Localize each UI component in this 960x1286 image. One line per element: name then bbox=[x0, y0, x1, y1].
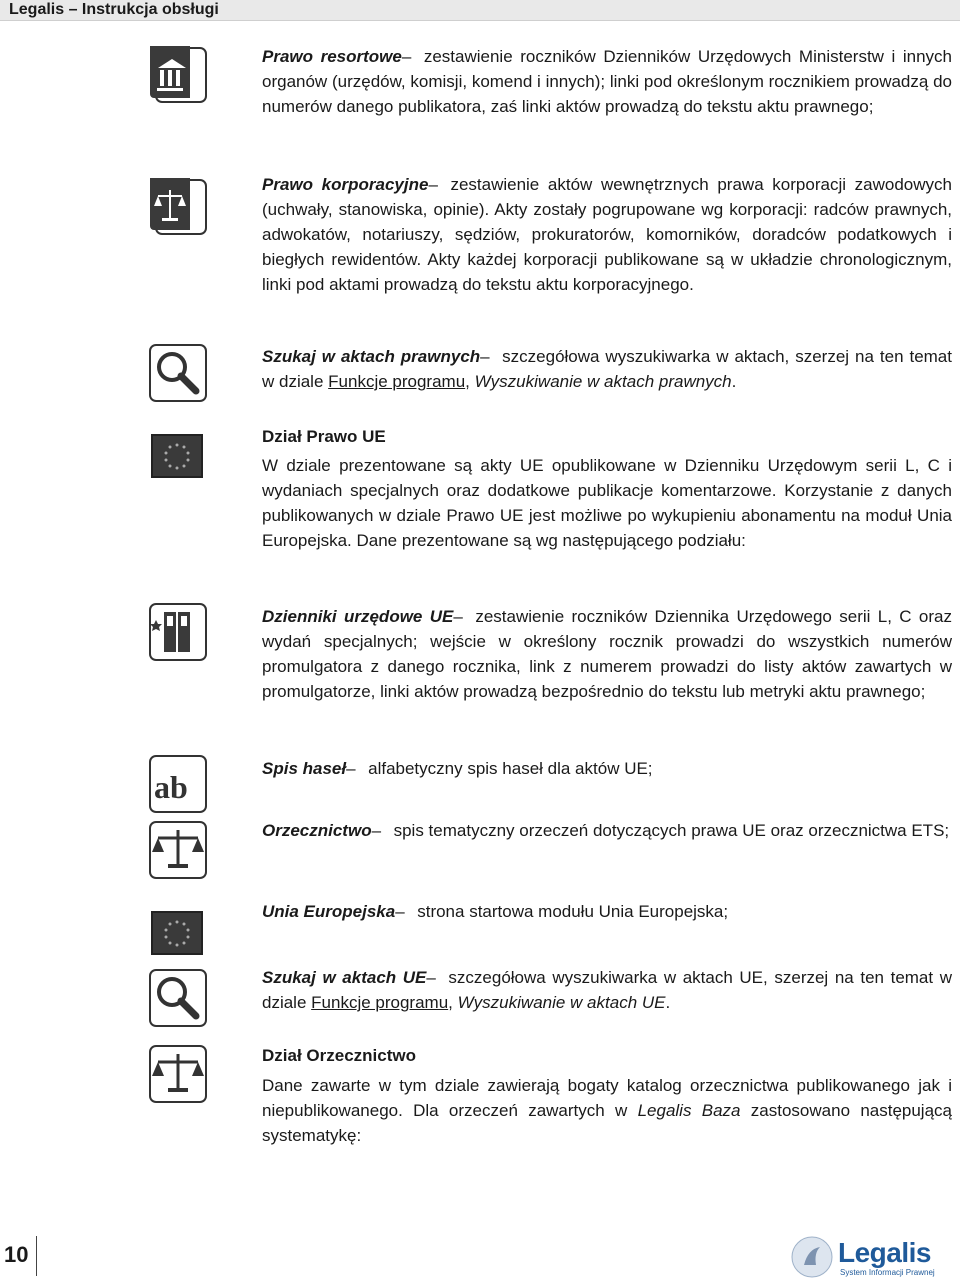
dzial-prawo-ue-heading: Dział Prawo UE bbox=[262, 427, 386, 446]
legalis-logo bbox=[790, 1233, 955, 1281]
orzecznictwo-para: Orzecznictwo– spis tematyczny orzeczeń dotyczących prawa UE oraz orzecznictwa ETS; bbox=[262, 821, 950, 840]
comma: , bbox=[465, 372, 470, 391]
magnifier-icon[interactable] bbox=[146, 966, 212, 1032]
period-ue: . bbox=[665, 993, 671, 1012]
szukaj-aktach-ue-text: szczegółowa wyszukiwarka w aktach UE, szerzej na ten temat w dziale bbox=[262, 968, 952, 1012]
szukaj-aktach-prawnych-para: Szukaj w aktach prawnych– szczegółowa wyszukiwarka w aktach, szerzej na ten temat w dziale Funkcje programu, Wyszukiwanie w aktach prawnych. bbox=[262, 347, 952, 391]
dzial-orzecznictwo-heading: Dział Orzecznictwo bbox=[262, 1046, 416, 1065]
magnifier-icon[interactable] bbox=[146, 341, 212, 407]
legalis-emblem-icon bbox=[790, 1235, 834, 1279]
prawo-korporacyjne-lead[interactable]: Prawo korporacyjne bbox=[262, 175, 429, 194]
szukaj-aktach-ue-para: Szukaj w aktach UE– szczegółowa wyszukiwarka w aktach UE, szerzej na ten temat w dziale Funkcje programu, Wyszukiwanie w aktach UE. bbox=[262, 968, 952, 1012]
page-number: 10 bbox=[4, 1242, 29, 1267]
orzecznictwo-text: spis tematyczny orzeczeń dotyczących prawa UE oraz orzecznictwa ETS; bbox=[393, 821, 950, 840]
prawo-resortowe-para: Prawo resortowe– zestawienie roczników Dzienników Urzędowych Ministerstw i innych organów (urzędów, komisji, komend i innych); linki pod określonym rocznikiem prowadzą do numerów danego publikatora, zaś linki aktów prowadzą do tekstu aktu prawnego; bbox=[262, 47, 952, 116]
funkcje-programu-link-ue[interactable]: Funkcje programu bbox=[311, 993, 449, 1012]
page-header bbox=[0, 0, 960, 20]
prawo-korporacyjne-text: zestawienie aktów wewnętrznych prawa korporacji zawodowych (uchwały, stanowiska, opinie). Akty zostały pogrupowane wg korporacji: radców prawnych, adwokatów, notariuszy, sędziów, prokuratorów, komorników, doradców podatkowych i biegłych rewidentów. Akty każdej korporacji publikowane są w układzie chronologicznym, linki pod aktami prowadzą do tekstu aktu korporacyjnego. bbox=[262, 175, 952, 294]
wyszukiwanie-aktach-prawnych: Wyszukiwanie w aktach prawnych bbox=[474, 372, 732, 391]
szukaj-aktach-prawnych-lead[interactable]: Szukaj w aktach prawnych bbox=[262, 347, 481, 366]
unia-europejska-text: strona startowa modułu Unia Europejska; bbox=[417, 902, 729, 921]
eu-flag-icon[interactable] bbox=[146, 902, 212, 968]
szukaj-aktach-prawnych-text: szczegółowa wyszukiwarka w aktach, szerzej na ten temat w dziale bbox=[262, 347, 952, 391]
comma-ue: , bbox=[448, 993, 453, 1012]
scales-icon[interactable] bbox=[146, 1042, 212, 1108]
spis-hasel-text: alfabetyczny spis haseł dla aktów UE; bbox=[368, 759, 653, 778]
prawo-resortowe-lead[interactable]: Prawo resortowe bbox=[262, 47, 402, 66]
logo-subtitle: System Informacji Prawnej bbox=[840, 1268, 935, 1277]
dzial-orzecznictwo-text-end: zastosowano następującą systematykę: bbox=[262, 1101, 952, 1145]
legalis-baza: Legalis Baza bbox=[637, 1101, 741, 1120]
dzial-orzecznictwo-text: Dane zawarte w tym dziale zawierają bogaty katalog orzecznictwa publikowanego jak i niepublikowanego. Dla orzeczeń zawartych w bbox=[262, 1076, 952, 1120]
dzial-orzecznictwo-para bbox=[262, 1073, 952, 1148]
dzienniki-urzedowe-ue-para: Dzienniki urzędowe UE– zestawienie roczników Dziennika Urzędowego serii L, C oraz wydań specjalnych; wejście w określony rocznik prowadzi do wszystkich numerów promulgatora z danego rocznika, link z numerem prowadzi do listy aktów zawartych w promulgatorze, linki aktów prowadzą bezpośrednio do tekstu lub metryki aktu prawnego; bbox=[262, 607, 952, 701]
svg-text:ab: ab bbox=[154, 769, 188, 805]
header-divider bbox=[0, 20, 960, 21]
funkcje-programu-link[interactable]: Funkcje programu bbox=[328, 372, 466, 391]
dzienniki-urzedowe-ue-lead[interactable]: Dzienniki urzędowe UE bbox=[262, 607, 454, 626]
ab-icon[interactable] bbox=[146, 752, 212, 818]
eu-flag-icon[interactable] bbox=[146, 425, 212, 491]
szukaj-aktach-ue-lead[interactable]: Szukaj w aktach UE bbox=[262, 968, 427, 987]
dzial-prawo-ue-text: W dziale prezentowane są akty UE opublikowane w Dzienniku Urzędowym serii L, C i wydaniach specjalnych oraz dodatkowe publikacje komentarzowe. Korzystanie z danych publikowanych w dziale Prawo UE jest możliwe po wykupieniu abonamentu na moduł Unia Europejska. Dane prezentowane są wg następującego podziału: bbox=[262, 456, 952, 550]
unia-europejska-lead[interactable]: Unia Europejska bbox=[262, 902, 396, 921]
logo-text: Legalis bbox=[838, 1237, 931, 1268]
spis-hasel-para: Spis haseł– alfabetyczny spis haseł dla aktów UE; bbox=[262, 759, 653, 778]
header-title: Legalis – Instrukcja obsługi bbox=[9, 1, 219, 18]
period: . bbox=[731, 372, 737, 391]
building-book-icon[interactable] bbox=[146, 40, 212, 106]
prawo-korporacyjne-para: Prawo korporacyjne– zestawienie aktów wewnętrznych prawa korporacji zawodowych (uchwały, stanowiska, opinie). Akty zostały pogrupowane wg korporacji: radców prawnych, adwokatów, notariuszy, sędziów, prokuratorów, komorników, doradców podatkowych i biegłych rewidentów. Akty każdej korporacji publikowane są w układzie chronologicznym, linki pod aktami prowadzą do tekstu aktu korporacyjnego. bbox=[262, 175, 952, 294]
binders-icon[interactable] bbox=[146, 600, 212, 666]
prawo-resortowe-text: zestawienie roczników Dzienników Urzędowych Ministerstw i innych organów (urzędów, komisji, komend i innych); linki pod określonym rocznikiem prowadzą do numerów danego publikatora, zaś linki aktów prowadzą do tekstu aktu prawnego; bbox=[262, 47, 952, 116]
scales-book-icon[interactable] bbox=[146, 172, 212, 238]
spis-hasel-lead[interactable]: Spis haseł bbox=[262, 759, 347, 778]
wyszukiwanie-aktach-ue: Wyszukiwanie w aktach UE bbox=[457, 993, 666, 1012]
page-number-rule bbox=[36, 1236, 37, 1276]
orzecznictwo-lead[interactable]: Orzecznictwo bbox=[262, 821, 372, 840]
dzienniki-urzedowe-ue-text: zestawienie roczników Dziennika Urzędowego serii L, C oraz wydań specjalnych; wejście w określony rocznik prowadzi do wszystkich numerów promulgatora z danego rocznika, link z numerem prowadzi do listy aktów zawartych w promulgatorze, linki aktów prowadzą bezpośrednio do tekstu lub metryki aktu prawnego; bbox=[262, 607, 952, 701]
scales-icon[interactable] bbox=[146, 818, 212, 884]
unia-europejska-para: Unia Europejska– strona startowa modułu Unia Europejska; bbox=[262, 902, 729, 921]
